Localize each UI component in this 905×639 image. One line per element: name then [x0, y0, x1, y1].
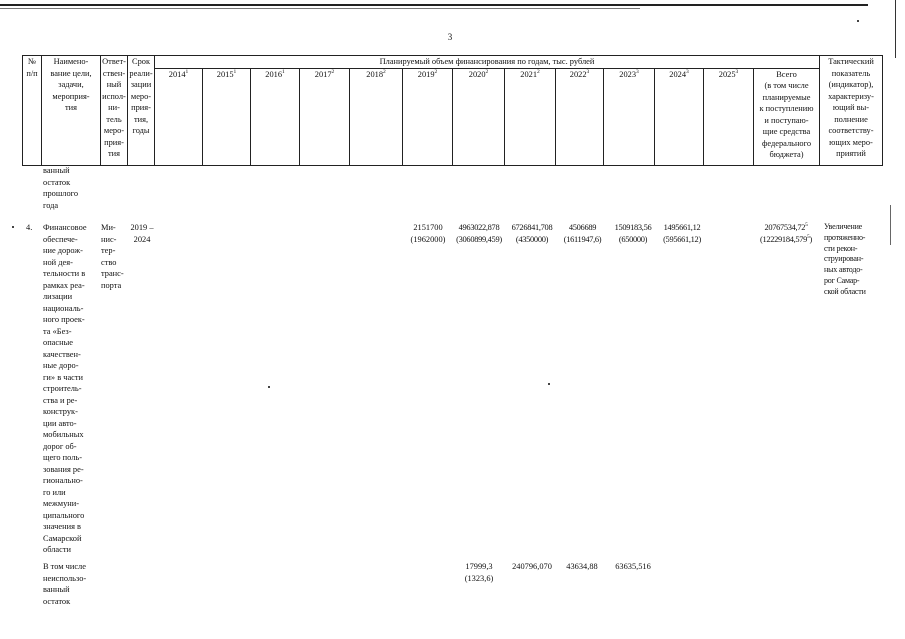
right-edge-mark — [895, 0, 896, 58]
subrow-2020: 17999,3 (1323,6) — [464, 562, 494, 583]
header-year-2017: 2017$^2$ — [300, 68, 350, 165]
header-name: Наимено- вание цели, задачи, мероприя- тия — [42, 56, 101, 166]
scan-speck — [548, 383, 550, 385]
header-year-2022: 2022$^3$ — [556, 68, 604, 165]
header-year-2015: 2015$^1$ — [203, 68, 251, 165]
right-edge-mark-lower — [890, 205, 891, 245]
top-border-line — [0, 4, 868, 6]
header-year-2016: 2016$^1$ — [251, 68, 300, 165]
header-year-2019: 2019$^2$ — [403, 68, 453, 165]
row-indicator: Увеличение протяженно- сти рекон- струирован- ных автодо- рог Самар- ской области — [824, 222, 866, 296]
header-year-2021: 2021$^2$ — [505, 68, 556, 165]
subrow-2021: 240796,070 — [512, 562, 552, 571]
header-total: Всего (в том числе планируемые к поступлению и поступаю- щие средства федерального бюджета) — [754, 68, 820, 165]
value-2024: 1495661,12 (595661,12) — [663, 223, 701, 244]
row-number: 4. — [26, 223, 33, 232]
header-num: № п/п — [23, 56, 42, 166]
subrow-2023: 63635,516 — [615, 562, 651, 571]
value-2022: 4506689 (1611947,6) — [563, 223, 602, 244]
row-responsible: Ми- нис- тер- ство транс- порта — [101, 223, 124, 290]
scan-speck — [12, 226, 14, 228]
row-term: 2019 – 2024 — [130, 223, 154, 244]
carryover-text: ванный остаток прошлого года — [43, 166, 79, 210]
header-indicator: Тактический показатель (индикатор), характеризу- ющий вы- полнение соответству- ющих меро- приятий — [820, 56, 883, 166]
subrow-2022: 43634,88 — [566, 562, 598, 571]
header-year-2018: 2018$^2$ — [350, 68, 403, 165]
scan-speck — [857, 20, 859, 22]
page-number: 3 — [447, 32, 453, 42]
header-financing: Планируемый объем финансирования по годам, тыс. рублей — [155, 56, 820, 69]
header-term: Срок реали- зации меро- прия- тия, годы — [128, 56, 155, 166]
header-responsible: Ответ- ствен- ный испол- ни- тель меро- прия- тия — [101, 56, 128, 166]
header-year-2024: 2024$^3$ — [655, 68, 704, 165]
header-year-2014: 2014$^1$ — [155, 68, 203, 165]
value-2020: 4963022,878 (3060899,459) — [456, 223, 502, 244]
value-2019: 2151700 (1962000) — [410, 223, 446, 244]
financing-table-header — [22, 55, 883, 166]
scan-speck — [268, 386, 270, 388]
header-year-2020: 2020$^2$ — [453, 68, 505, 165]
value-2021: 6726841,708 (4350000) — [511, 223, 553, 244]
subrow-name: В том числе неиспользо- ванный остаток — [43, 562, 87, 606]
top-border-line-secondary — [0, 8, 640, 9]
value-2023: 1509183,56 (650000) — [614, 223, 652, 244]
row-name: Финансовое обеспече- ние дорож- ной дея- тельности в рамках реа- лизации националь- ного проек- та «Без- опасные качествен- ные доро- ги» в части строитель- ства и ре- конструк- ции авто- мобильных дорог об- щего поль- зования ре- гионально- го или межмуни- ципального значения в Самарской области — [43, 223, 87, 554]
value-total: 20767534,72$^5$ (12229184,579$^5$) — [760, 222, 812, 244]
header-year-2025: 2025$^3$ — [704, 68, 754, 165]
header-year-2023: 2023$^3$ — [604, 68, 655, 165]
